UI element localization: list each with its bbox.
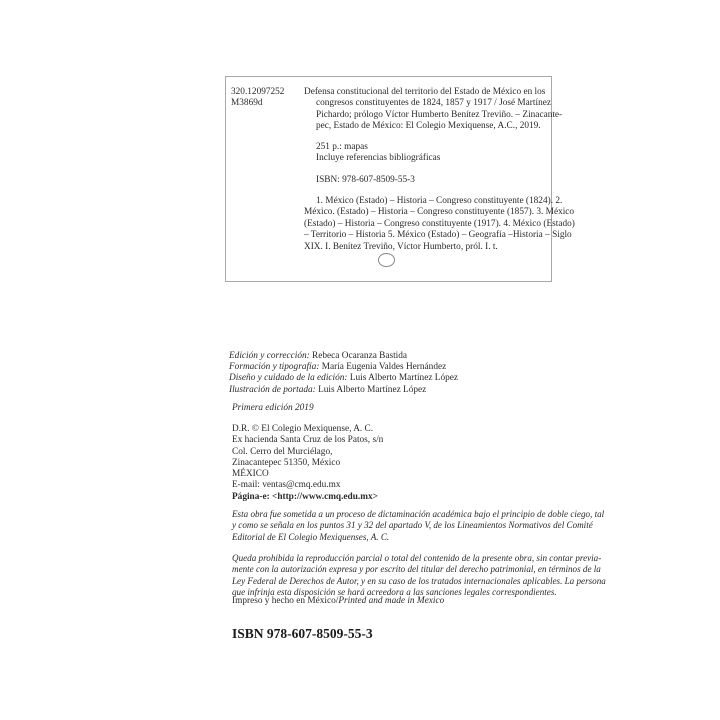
copyright-legal-notice bbox=[232, 553, 606, 598]
printed-in-statement bbox=[232, 596, 444, 607]
website-line: Página-e: <http://www.cmq.edu.mx> bbox=[232, 491, 378, 502]
subject-line: 1. México (Estado) – Historia – Congreso constituyente (1824). 2. bbox=[316, 196, 563, 206]
credit-role: Edición y corrección: bbox=[229, 351, 310, 361]
notice-line: Editorial de El Colegio Mexiquenses, A. C. bbox=[232, 531, 390, 542]
entry-line: Pichardo; prólogo Víctor Humberto Benítez Treviño. – Zinacante- bbox=[316, 109, 563, 120]
credit-name: Luis Alberto Martínez López bbox=[318, 384, 427, 395]
credit-name: Rebeca Ocaranza Bastida bbox=[312, 351, 408, 361]
address-line: MÉXICO bbox=[232, 469, 269, 480]
entry-line: pec, Estado de México: El Colegio Mexiquense, A.C., 2019. bbox=[316, 121, 541, 132]
notice-line: Esta obra fue sometida a un proceso de dictaminación académica bajo el principio de doble ciego, tal bbox=[232, 509, 605, 519]
address-line: Ex hacienda Santa Cruz de los Patos, s/n bbox=[232, 435, 384, 446]
credit-name: María Eugenia Valdes Hernández bbox=[321, 362, 447, 373]
notice-line: Queda prohibida la reproducción parcial o total del contenido de la presente obra, sin contar previa- bbox=[232, 553, 602, 563]
printed-spanish: Impreso y hecho en México/ bbox=[232, 596, 339, 606]
cutter-number: M3869d bbox=[231, 98, 263, 108]
bibliography-note: Incluye referencias bibliográficas bbox=[316, 153, 441, 163]
cip-isbn: ISBN: 978-607-8509-55-3 bbox=[316, 175, 415, 185]
cip-main-entry bbox=[304, 87, 563, 133]
classification-number: 320.12097252 bbox=[231, 87, 285, 97]
circle-mark-icon bbox=[378, 253, 395, 267]
credit-line bbox=[229, 373, 458, 384]
subject-line: XIX. I. Benítez Treviño, Víctor Humberto, pról. I. t. bbox=[304, 241, 498, 252]
notice-line: que infrinja esta disposición se hará acreedora a las sanciones legales correspondientes. bbox=[232, 586, 557, 597]
entry-line: congresos constituyentes de 1824, 1857 y 1917 / José Martínez bbox=[316, 98, 551, 109]
credit-line bbox=[229, 385, 458, 396]
credit-name: Luis Alberto Martínez López bbox=[349, 373, 459, 384]
address-line: Zinacantepec 51350, México bbox=[232, 457, 341, 468]
physical-description: 251 p.: mapas bbox=[316, 142, 368, 152]
isbn-footer: ISBN 978-607-8509-55-3 bbox=[232, 626, 373, 641]
notice-line: mente con la autorización expresa y por escrito del titular del derecho patrimonial, en términos de la bbox=[232, 564, 601, 575]
credit-line bbox=[229, 351, 458, 362]
edition-statement: Primera edición 2019 bbox=[232, 403, 314, 413]
credits-block bbox=[229, 351, 458, 396]
subject-line: – Territorio – Historia 5. México (Estado) – Geografía –Historia – Siglo bbox=[304, 230, 572, 241]
credit-role: Ilustración de portada: bbox=[229, 384, 316, 395]
notice-line: Ley Federal de Derechos de Autor, y en su caso de los tratados internacionales aplicables. La persona bbox=[232, 575, 606, 586]
credit-role: Formación y tipografía: bbox=[229, 362, 320, 373]
address-line: Col. Cerro del Murciélago, bbox=[232, 446, 333, 457]
credit-role: Diseño y cuidado de la edición: bbox=[229, 373, 348, 384]
notice-line: y como se señala en los puntos 31 y 32 del apartado V, de los Lineamientos Normativos del Comité bbox=[232, 520, 593, 531]
credit-line bbox=[229, 362, 458, 373]
entry-line: Defensa constitucional del territorio del Estado de México en los bbox=[304, 87, 546, 97]
subject-line: (Estado) – Historia – Congreso constituyente (1917). 4. México (Estado) bbox=[304, 218, 575, 229]
publisher-address bbox=[232, 424, 383, 503]
subject-headings bbox=[304, 196, 575, 253]
address-line: D.R. © El Colegio Mexiquense, A. C. bbox=[232, 424, 374, 434]
peer-review-notice bbox=[232, 509, 604, 543]
email-line: E-mail: ventas@cmq.edu.mx bbox=[232, 480, 341, 491]
printed-english: Printed and made in Mexico bbox=[338, 596, 445, 606]
subject-line: México. (Estado) – Historia – Congreso constituyente (1857). 3. México bbox=[304, 207, 575, 218]
